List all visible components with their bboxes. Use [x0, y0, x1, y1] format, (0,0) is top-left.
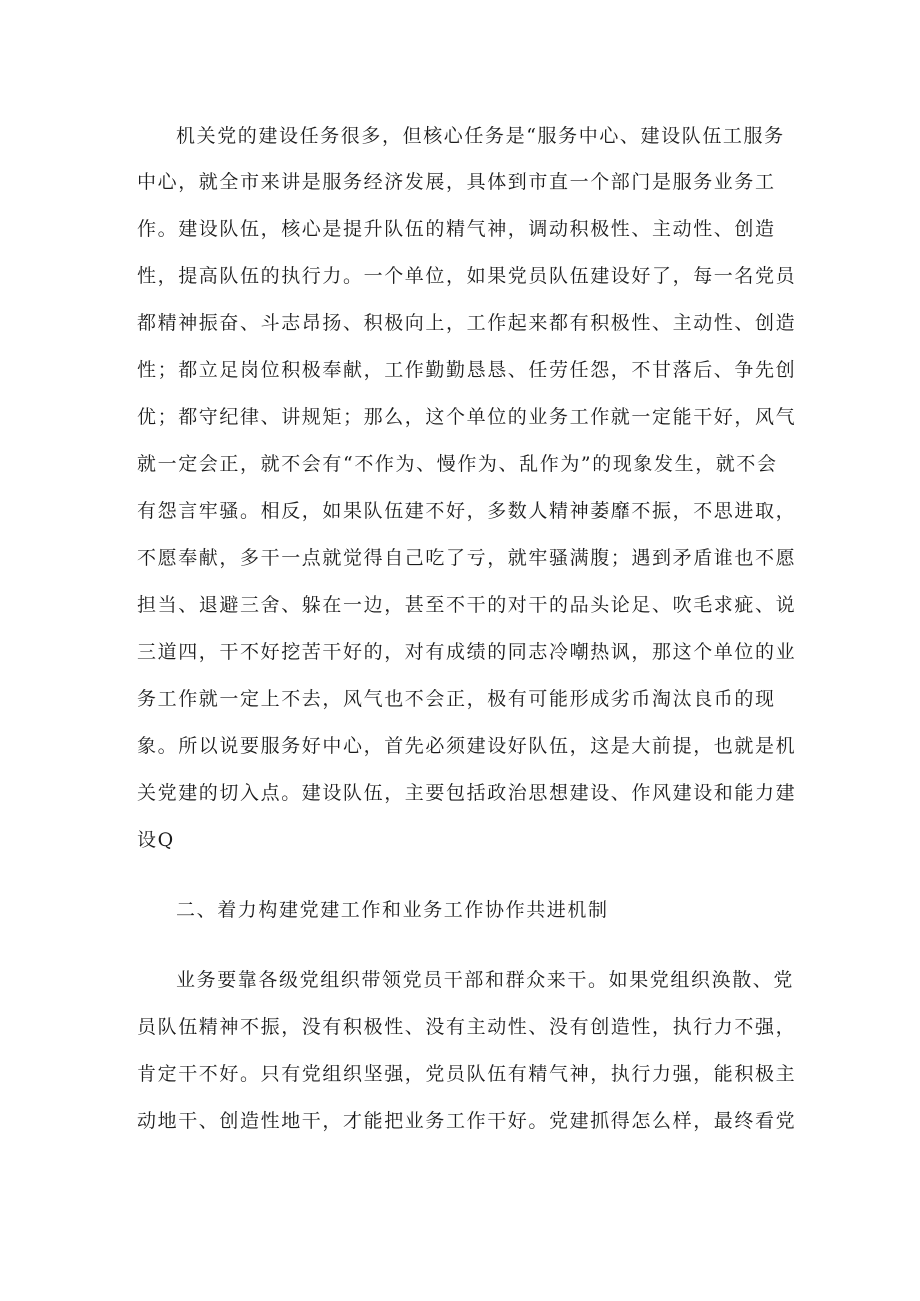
paragraph-line: 员队伍精神不振，没有积极性、没有主动性、没有创造性，执行力不强，: [137, 1016, 797, 1038]
paragraph-line: 设Q: [137, 829, 175, 851]
paragraph-line: 业务要靠各级党组织带领党员干部和群众来干。如果党组织涣散、党: [176, 969, 795, 991]
paragraph-line: 三道四，干不好挖苦干好的，对有成绩的同志冷嘲热讽，那这个单位的业: [137, 641, 797, 663]
paragraph-line: 务工作就一定上不去，风气也不会正，极有可能形成劣币淘汰良币的现: [137, 688, 776, 710]
paragraph-line: 有怨言牢骚。相反，如果队伍建不好，多数人精神萎靡不振，不思进取，: [137, 500, 797, 522]
paragraph-line: 优；都守纪律、讲规矩；那么，这个单位的业务工作就一定能干好，风气: [137, 406, 797, 428]
paragraph-line: 性，提高队伍的执行力。一个单位，如果党员队伍建设好了，每一名党员: [137, 265, 797, 287]
paragraph-line: 机关党的建设任务很多，但核心任务是“服务中心、建设队伍工服务: [176, 125, 785, 147]
paragraph-line: 动地干、创造性地干，才能把业务工作干好。党建抓得怎么样，最终看党: [137, 1110, 797, 1132]
section-heading: 二、着力构建党建工作和业务工作协作共进机制: [176, 899, 609, 921]
paragraph-line: 肯定干不好。只有党组织坚强，党员队伍有精气神，执行力强，能积极主: [137, 1063, 797, 1085]
paragraph-line: 担当、退避三舍、躲在一边，甚至不干的对干的品头论足、吹毛求疵、说: [137, 594, 797, 616]
paragraph-line: 关党建的切入点。建设队伍，主要包括政治思想建设、作风建设和能力建: [137, 782, 797, 804]
paragraph-line: 就一定会正，就不会有“不作为、慢作为、乱作为”的现象发生，就不会: [137, 453, 778, 475]
paragraph-line: 象。所以说要服务好中心，首先必须建设好队伍，这是大前提，也就是机: [137, 735, 797, 757]
paragraph-line: 性；都立足岗位积极奉献，工作勤勤恳恳、任劳任怨，不甘落后、争先创: [137, 359, 797, 381]
paragraph-line: 中心，就全市来讲是服务经济发展，具体到市直一个部门是服务业务工: [137, 171, 776, 193]
paragraph-line: 都精神振奋、斗志昂扬、积极向上，工作起来都有积极性、主动性、创造: [137, 312, 797, 334]
paragraph-line: 不愿奉献，多干一点就觉得自己吃了亏，就牢骚满腹；遇到矛盾谁也不愿: [137, 547, 797, 569]
paragraph-line: 作。建设队伍，核心是提升队伍的精气神，调动积极性、主动性、创造: [137, 218, 776, 240]
